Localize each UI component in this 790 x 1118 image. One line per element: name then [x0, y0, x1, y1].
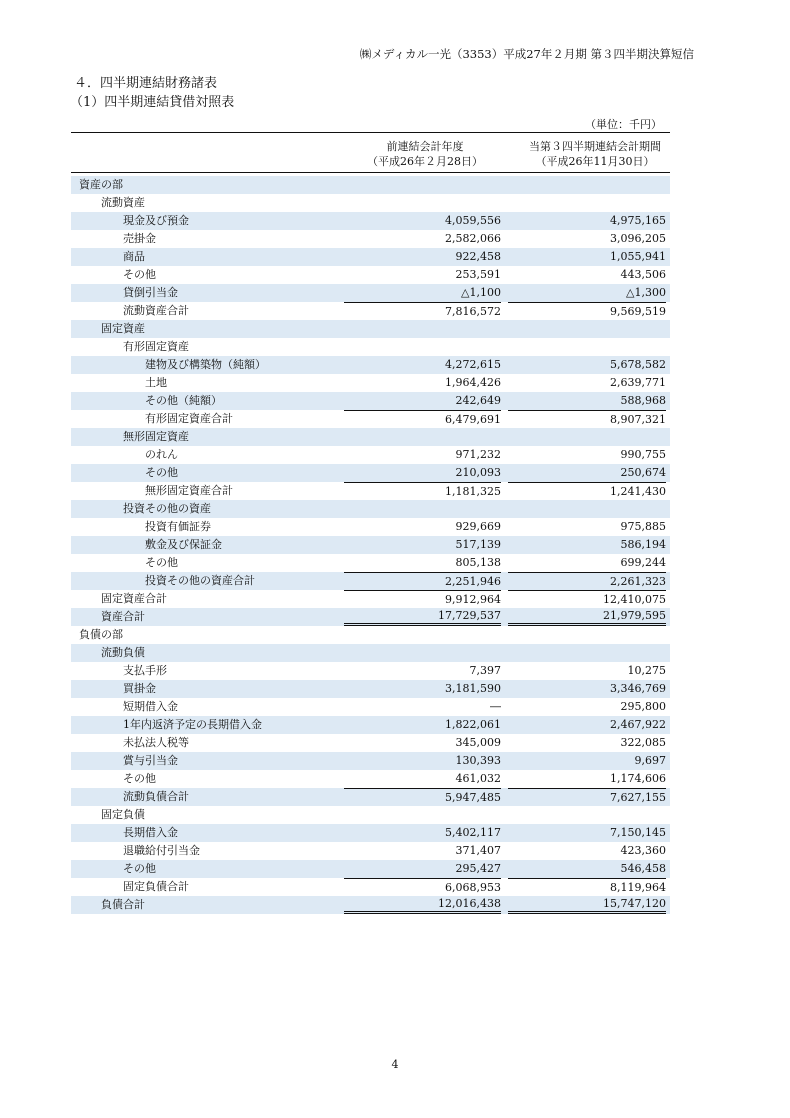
- prior-year-value: 6,479,691: [344, 410, 501, 428]
- current-quarter-value: 3,096,205: [610, 232, 666, 245]
- row-label: その他: [123, 862, 156, 875]
- table-row: [71, 464, 670, 482]
- row-label: 資産の部: [79, 178, 123, 191]
- row-label: 長期借入金: [123, 826, 178, 839]
- document-header: ㈱メディカル一光（3353）平成27年２月期 第３四半期決算短信: [359, 47, 694, 61]
- table-top-rule: [71, 132, 670, 133]
- prior-year-value: 805,138: [455, 556, 501, 569]
- prior-year-value: 9,912,964: [344, 590, 501, 608]
- row-label: 現金及び預金: [123, 214, 189, 227]
- row-label: 無形固定資産合計: [145, 484, 233, 497]
- row-label: 未払法人税等: [123, 736, 189, 749]
- column-header-line2: （平成26年11月30日）: [535, 155, 655, 168]
- table-row: [71, 590, 670, 608]
- current-quarter-value: 2,261,323: [508, 572, 666, 590]
- prior-year-value: 1,822,061: [445, 718, 501, 731]
- table-row: [71, 716, 670, 734]
- table-row: [71, 554, 670, 572]
- row-label: 流動負債: [101, 646, 145, 659]
- row-label: 負債の部: [79, 628, 123, 641]
- current-quarter-value: 7,627,155: [508, 788, 666, 806]
- table-row: [71, 788, 670, 806]
- prior-year-value: 517,139: [455, 538, 501, 551]
- current-quarter-value: 990,755: [620, 448, 666, 461]
- row-label: 土地: [145, 376, 167, 389]
- table-row: [71, 644, 670, 662]
- subsection-title: （1）四半期連結貸借対照表: [70, 95, 235, 110]
- row-label: 貸倒引当金: [123, 286, 178, 299]
- prior-year-value: △1,100: [461, 286, 501, 299]
- prior-year-value: 210,093: [455, 466, 501, 479]
- prior-year-value: 1,181,325: [344, 482, 501, 500]
- prior-year-value: 345,009: [455, 736, 501, 749]
- row-label: 商品: [123, 250, 145, 263]
- table-row: [71, 446, 670, 464]
- table-row: [71, 608, 670, 626]
- current-quarter-value: 423,360: [620, 844, 666, 857]
- current-quarter-value: △1,300: [626, 286, 666, 299]
- current-quarter-value: 15,747,120: [508, 896, 666, 914]
- row-label: 固定資産: [101, 322, 145, 335]
- row-label: 資産合計: [101, 610, 145, 623]
- prior-year-value: 971,232: [455, 448, 501, 461]
- row-label: その他: [123, 268, 156, 281]
- table-row: [71, 338, 670, 356]
- row-label: その他（純額）: [145, 394, 222, 407]
- row-label: 支払手形: [123, 664, 167, 677]
- row-label: 負債合計: [101, 898, 145, 911]
- table-row: [71, 212, 670, 230]
- prior-year-value: 17,729,537: [344, 608, 501, 626]
- table-row: [71, 770, 670, 788]
- row-label: 流動資産: [101, 196, 145, 209]
- row-label: 賞与引当金: [123, 754, 178, 767]
- current-quarter-value: 10,275: [627, 664, 666, 677]
- row-label: 固定負債合計: [123, 880, 189, 893]
- current-quarter-value: 295,800: [620, 700, 666, 713]
- current-quarter-value: 588,968: [620, 394, 666, 407]
- prior-year-value: 7,397: [469, 664, 501, 677]
- row-label: その他: [145, 556, 178, 569]
- row-label: 有形固定資産: [123, 340, 189, 353]
- prior-year-value: 922,458: [455, 250, 501, 263]
- prior-year-value: 12,016,438: [344, 896, 501, 914]
- row-label: 流動資産合計: [123, 304, 189, 317]
- prior-year-value: 253,591: [455, 268, 501, 281]
- current-quarter-value: 9,569,519: [508, 302, 666, 320]
- table-row: [71, 320, 670, 338]
- prior-year-value: 242,649: [455, 394, 501, 407]
- prior-year-value: 461,032: [455, 772, 501, 785]
- section-title: ４．四半期連結財務諸表: [74, 76, 218, 91]
- row-label: 投資有価証券: [145, 520, 211, 533]
- prior-year-value: 6,068,953: [344, 878, 501, 896]
- table-row: [71, 374, 670, 392]
- unit-label: （単位：千円）: [585, 118, 662, 131]
- prior-year-value: 4,059,556: [445, 214, 501, 227]
- current-quarter-value: 250,674: [620, 466, 666, 479]
- row-label: 有形固定資産合計: [145, 412, 233, 425]
- current-quarter-value: 3,346,769: [610, 682, 666, 695]
- current-quarter-value: 2,467,922: [610, 718, 666, 731]
- current-quarter-value: 8,907,321: [508, 410, 666, 428]
- current-quarter-value: 322,085: [620, 736, 666, 749]
- row-label: 固定資産合計: [101, 592, 167, 605]
- table-header-rule: [71, 172, 670, 173]
- table-row: [71, 284, 670, 302]
- balance-sheet-table: [71, 176, 670, 914]
- table-row: [71, 878, 670, 896]
- current-quarter-value: 9,697: [634, 754, 666, 767]
- prior-year-value: 5,402,117: [445, 826, 501, 839]
- row-label: 退職給付引当金: [123, 844, 200, 857]
- prior-year-value: 4,272,615: [445, 358, 501, 371]
- table-row: [71, 194, 670, 212]
- table-row: [71, 806, 670, 824]
- prior-year-value: 130,393: [455, 754, 501, 767]
- table-row: [71, 518, 670, 536]
- current-quarter-value: 699,244: [620, 556, 666, 569]
- table-row: [71, 356, 670, 374]
- current-quarter-value: 8,119,964: [508, 878, 666, 896]
- current-quarter-value: 5,678,582: [610, 358, 666, 371]
- prior-year-value: 929,669: [455, 520, 501, 533]
- page-number: 4: [391, 1058, 399, 1071]
- current-quarter-value: 4,975,165: [610, 214, 666, 227]
- prior-year-value: 1,964,426: [445, 376, 501, 389]
- table-row: [71, 842, 670, 860]
- table-row: [71, 410, 670, 428]
- table-row: [71, 896, 670, 914]
- prior-year-value: 2,251,946: [344, 572, 501, 590]
- table-row: [71, 302, 670, 320]
- row-label: 無形固定資産: [123, 430, 189, 443]
- prior-year-value: 7,816,572: [344, 302, 501, 320]
- current-quarter-value: 546,458: [620, 862, 666, 875]
- table-row: [71, 572, 670, 590]
- table-row: [71, 752, 670, 770]
- row-label: その他: [145, 466, 178, 479]
- prior-year-value: 5,947,485: [344, 788, 501, 806]
- row-label: 投資その他の資産合計: [145, 574, 255, 587]
- column-header-line2: （平成26年２月28日）: [367, 155, 483, 168]
- column-header-current-quarter: [495, 139, 695, 169]
- current-quarter-value: 1,055,941: [610, 250, 666, 263]
- current-quarter-value: 1,174,606: [610, 772, 666, 785]
- current-quarter-value: 21,979,595: [508, 608, 666, 626]
- prior-year-value: 3,181,590: [445, 682, 501, 695]
- current-quarter-value: 7,150,145: [610, 826, 666, 839]
- row-label: 買掛金: [123, 682, 156, 695]
- table-row: [71, 230, 670, 248]
- row-label: 1年内返済予定の長期借入金: [123, 718, 262, 731]
- table-row: [71, 392, 670, 410]
- row-label: 流動負債合計: [123, 790, 189, 803]
- table-row: [71, 482, 670, 500]
- table-row: [71, 824, 670, 842]
- row-label: その他: [123, 772, 156, 785]
- current-quarter-value: 586,194: [620, 538, 666, 551]
- column-header-line1: 当第３四半期連結会計期間: [529, 140, 661, 153]
- row-label: 売掛金: [123, 232, 156, 245]
- current-quarter-value: 443,506: [620, 268, 666, 281]
- current-quarter-value: 975,885: [620, 520, 666, 533]
- current-quarter-value: 12,410,075: [508, 590, 666, 608]
- row-label: のれん: [145, 448, 178, 461]
- prior-year-value: 2,582,066: [445, 232, 501, 245]
- prior-year-value: 371,407: [455, 844, 501, 857]
- current-quarter-value: 2,639,771: [610, 376, 666, 389]
- table-row: [71, 428, 670, 446]
- table-row: [71, 680, 670, 698]
- table-row: [71, 860, 670, 878]
- current-quarter-value: 1,241,430: [508, 482, 666, 500]
- table-row: [71, 536, 670, 554]
- table-row: [71, 698, 670, 716]
- table-row: [71, 266, 670, 284]
- table-row: [71, 626, 670, 644]
- row-label: 短期借入金: [123, 700, 178, 713]
- table-row: [71, 734, 670, 752]
- prior-year-value: 295,427: [455, 862, 501, 875]
- table-row: [71, 662, 670, 680]
- row-label: 投資その他の資産: [123, 502, 211, 515]
- table-row: [71, 176, 670, 194]
- prior-year-value: ―: [490, 700, 501, 713]
- table-row: [71, 248, 670, 266]
- column-header-line1: 前連結会計年度: [386, 140, 464, 153]
- row-label: 建物及び構築物（純額）: [145, 358, 266, 371]
- table-row: [71, 500, 670, 518]
- row-label: 敷金及び保証金: [145, 538, 222, 551]
- row-label: 固定負債: [101, 808, 145, 821]
